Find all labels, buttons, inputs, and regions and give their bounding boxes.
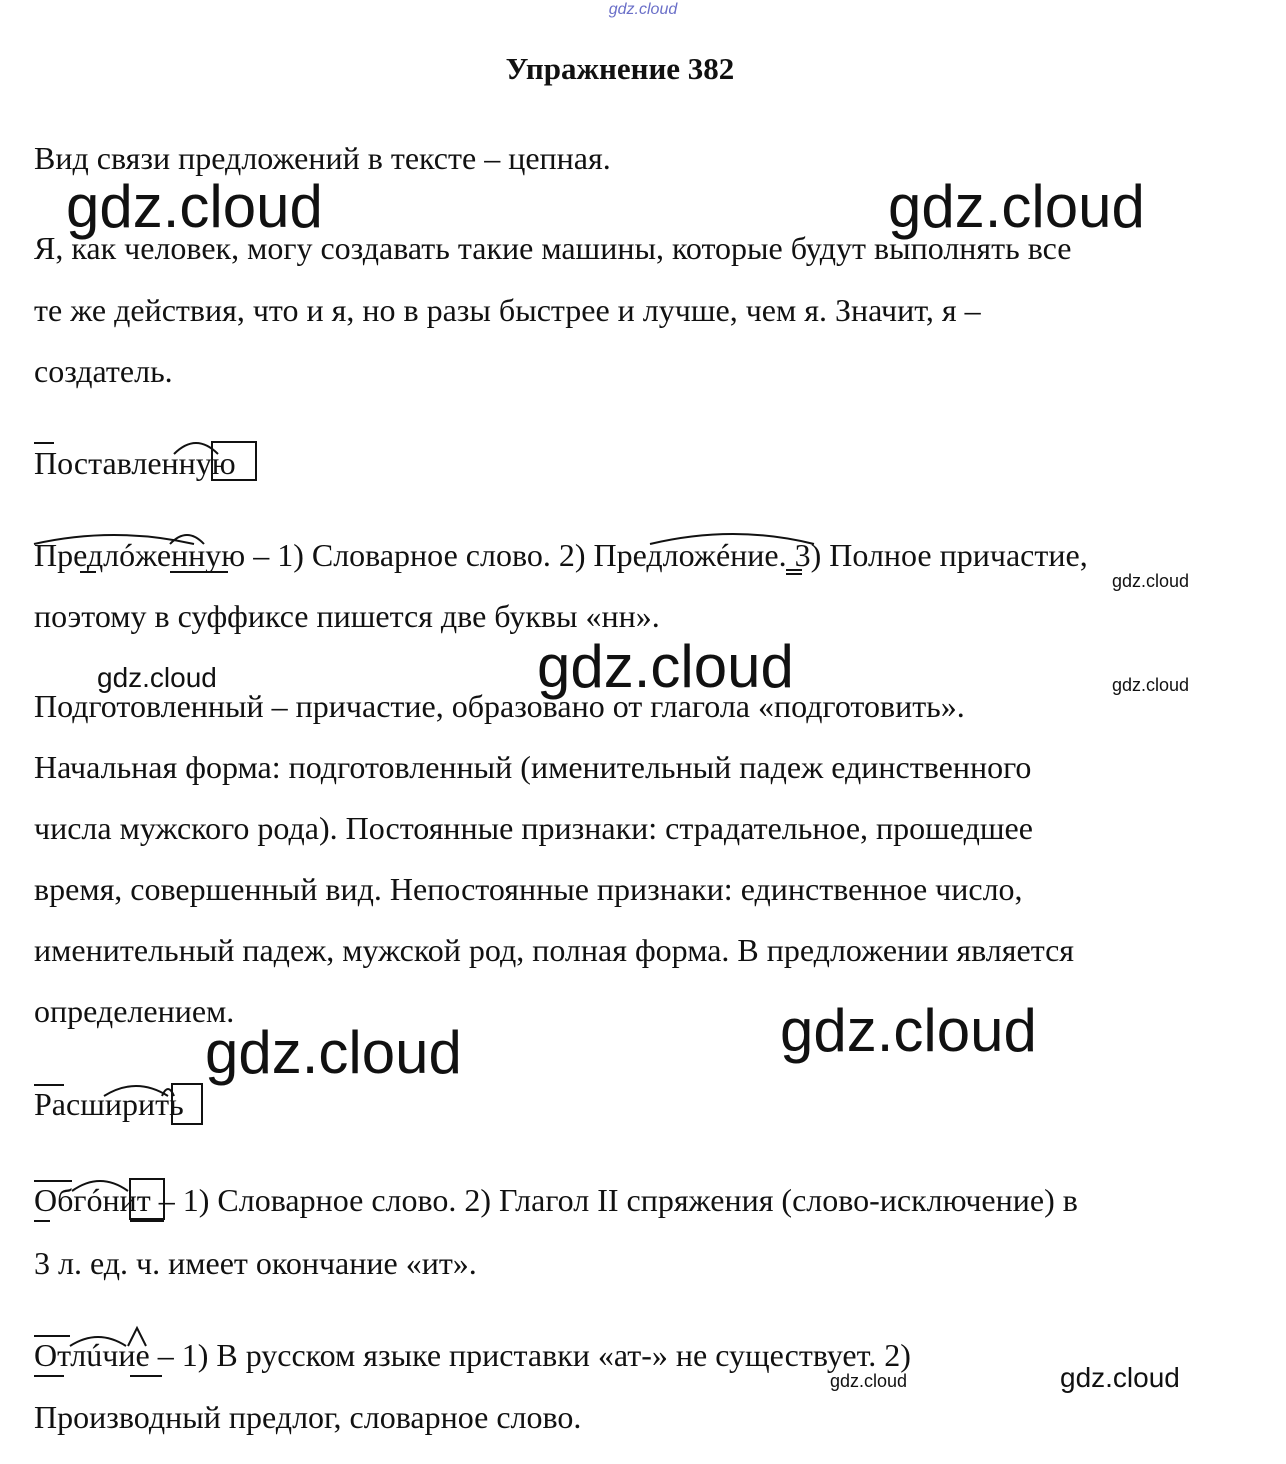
sentence-line-3: создатель. (34, 353, 173, 389)
root-arc (72, 1181, 128, 1191)
obgonit-line-1: Обгóнит – 1) Словарное слово. 2) Глагол II спряжения (слово-исключение) в (34, 1182, 1078, 1218)
watermark-small: gdz.cloud (830, 1371, 908, 1391)
participle-line-5: именительный падеж, мужской род, полная форма. В предложении является (34, 932, 1074, 968)
ending-mark (212, 442, 256, 480)
ending-mark (130, 1179, 164, 1219)
word-postavlennuyu: Поставленную (34, 445, 236, 481)
participle-line-3: числа мужского рода). Постоянные признаки: страдательное, прошедшее (34, 810, 1033, 846)
otlichie-line-2: Производный предлог, словарное слово. (34, 1399, 582, 1435)
participle-line-4: время, совершенный вид. Непостоянные признаки: единственное число, (34, 871, 1023, 907)
root-arc-2 (650, 534, 814, 544)
watermark-medium: gdz.cloud (97, 662, 217, 693)
participle-line-1: Подготовленный – причастие, образовано от глагола «подготовить». (34, 688, 965, 724)
predlozhennuyu-line-2: поэтому в суффиксе пишется две буквы «нн». (34, 598, 660, 634)
watermark-medium: gdz.cloud (1060, 1362, 1180, 1393)
sentence-line-1: Я, как человек, могу создавать такие машины, которые будут выполнять все (34, 230, 1072, 266)
watermark-small: gdz.cloud (1112, 675, 1190, 695)
page-title: Упражнение 382 (505, 51, 735, 86)
watermark-large: gdz.cloud (66, 173, 323, 240)
obgonit-line-2: 3 л. ед. ч. имеет окончание «ит». (34, 1245, 477, 1281)
watermark-large: gdz.cloud (537, 633, 794, 700)
suffix-mark (128, 1328, 146, 1346)
root-arc (70, 1337, 126, 1346)
watermark-large: gdz.cloud (888, 173, 1145, 240)
participle-line-6: определением. (34, 993, 235, 1029)
participle-line-2: Начальная форма: подготовленный (именительный падеж единственного (34, 749, 1032, 785)
sentence-line-2: те же действия, что и я, но в разы быстрее и лучше, чем я. Значит, я – (34, 292, 981, 328)
watermark-small: gdz.cloud (1112, 571, 1190, 591)
top-watermark: gdz.cloud (608, 1, 678, 18)
connection-type-text: Вид связи предложений в тексте – цепная. (34, 140, 611, 176)
watermark-large: gdz.cloud (780, 997, 1037, 1064)
root-arc (104, 1086, 168, 1096)
ending-mark (172, 1084, 202, 1124)
watermark-large: gdz.cloud (205, 1019, 462, 1086)
otlichie-line-1: Отлúчие – 1) В русском языке приставки «ат-» не существует. 2) (34, 1337, 911, 1373)
predlozhennuyu-line-1: Предлóженную – 1) Словарное слово. 2) Предложéние. 3) Полное причастие, (34, 537, 1088, 573)
word-rasshirit: Расширить (34, 1086, 184, 1122)
